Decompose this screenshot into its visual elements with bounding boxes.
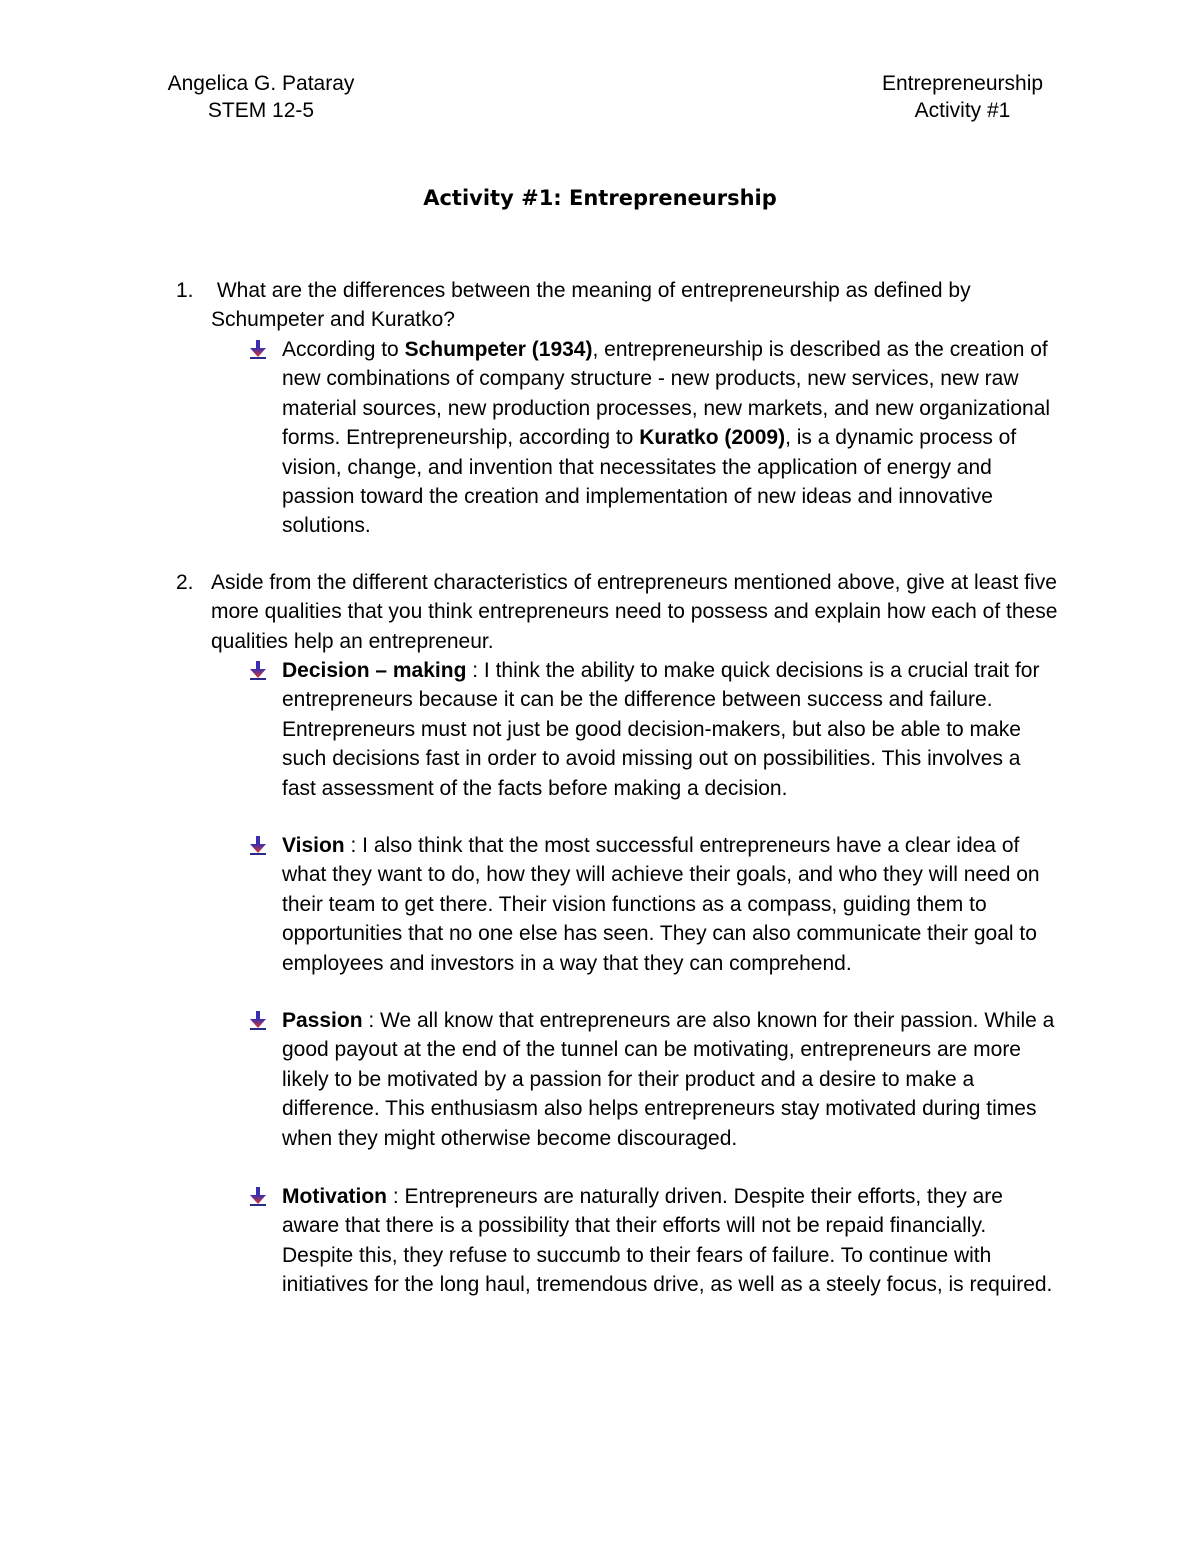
- quality-text: Vision : I also think that the most successful entrepreneurs have a clear idea of what they want to do, how they will achieve their goals, and who they will need on their team to get there. Their vision functions as a compass, guiding them to opportunities that no one else has seen. They can also communicate their goal to employees and investors in a way that they can comprehend.: [282, 834, 1040, 975]
- quality-text: Motivation : Entrepreneurs are naturally driven. Despite their efforts, they are aware that there is a possibility that their efforts will not be repaid financially. Despite this, they refuse to succumb to their fears of failure. To continue with initiatives for the long haul, tremendous drive, as well as a steely focus, is required.: [282, 1185, 1053, 1297]
- arrow-down-bullet-icon: [247, 1009, 269, 1031]
- student-name: Angelica G. Pataray: [167, 72, 355, 95]
- author-kuratko: Kuratko (2009): [639, 426, 786, 450]
- quality-term: Vision: [282, 834, 345, 857]
- subject-name: Entrepreneurship: [881, 72, 1044, 95]
- question-number: 1.: [176, 279, 194, 302]
- quality-term: Motivation: [282, 1185, 387, 1208]
- header-left: [141, 70, 381, 124]
- quality-text: Decision – making : I think the ability to make quick decisions is a crucial trait for entrepreneurs because it can be the difference between success and failure. Entrepreneurs must not just be good decision-makers, but also be able to make such decisions fast in order to avoid missing out on possibilities. This involves a fast assessment of the facts before making a decision.: [282, 659, 1040, 800]
- arrow-down-bullet-icon: [247, 834, 269, 856]
- page-title: Activity #1: Entrepreneurship: [423, 186, 777, 210]
- arrow-down-bullet-icon: [247, 659, 269, 681]
- question-number: 2.: [176, 571, 194, 594]
- quality-term: Decision – making: [282, 659, 467, 682]
- author-schumpeter: Schumpeter (1934): [404, 338, 593, 361]
- quality-term: Passion: [282, 1009, 363, 1032]
- quality-text: Passion : We all know that entrepreneurs are also known for their passion. While a good payout at the end of the tunnel can be motivating, entrepreneurs are more likely to be motivated by a passion for their product and a desire to make a difference. This enthusiasm also helps entrepreneurs stay motivated during times when they might otherwise become discouraged.: [282, 1009, 1055, 1150]
- question-text: Aside from the different characteristics of entrepreneurs mentioned above, give at least five more qualities that you think entrepreneurs need to possess and explain how each of these qualities help an entrepreneur.: [211, 571, 1058, 653]
- answer-1-text: According to Schumpeter (1934), entrepreneurship is described as the creation of new combinations of company structure - new products, new services, new raw material sources, new production processes, new markets, and new organizational forms. Entrepreneurship, according to Kuratko (2009), is a dynamic process of vision, change, and invention that necessitates the application of energy and passion toward the creation and implementation of new ideas and innovative solutions.: [282, 338, 1051, 538]
- header-right: [860, 70, 1065, 124]
- student-section: STEM 12-5: [207, 99, 315, 122]
- arrow-down-bullet-icon: [247, 1185, 269, 1207]
- question-text: What are the differences between the meaning of entrepreneurship as defined by Schumpeter and Kuratko?: [211, 279, 977, 332]
- arrow-down-bullet-icon: [247, 338, 269, 360]
- activity-number: Activity #1: [914, 99, 1011, 122]
